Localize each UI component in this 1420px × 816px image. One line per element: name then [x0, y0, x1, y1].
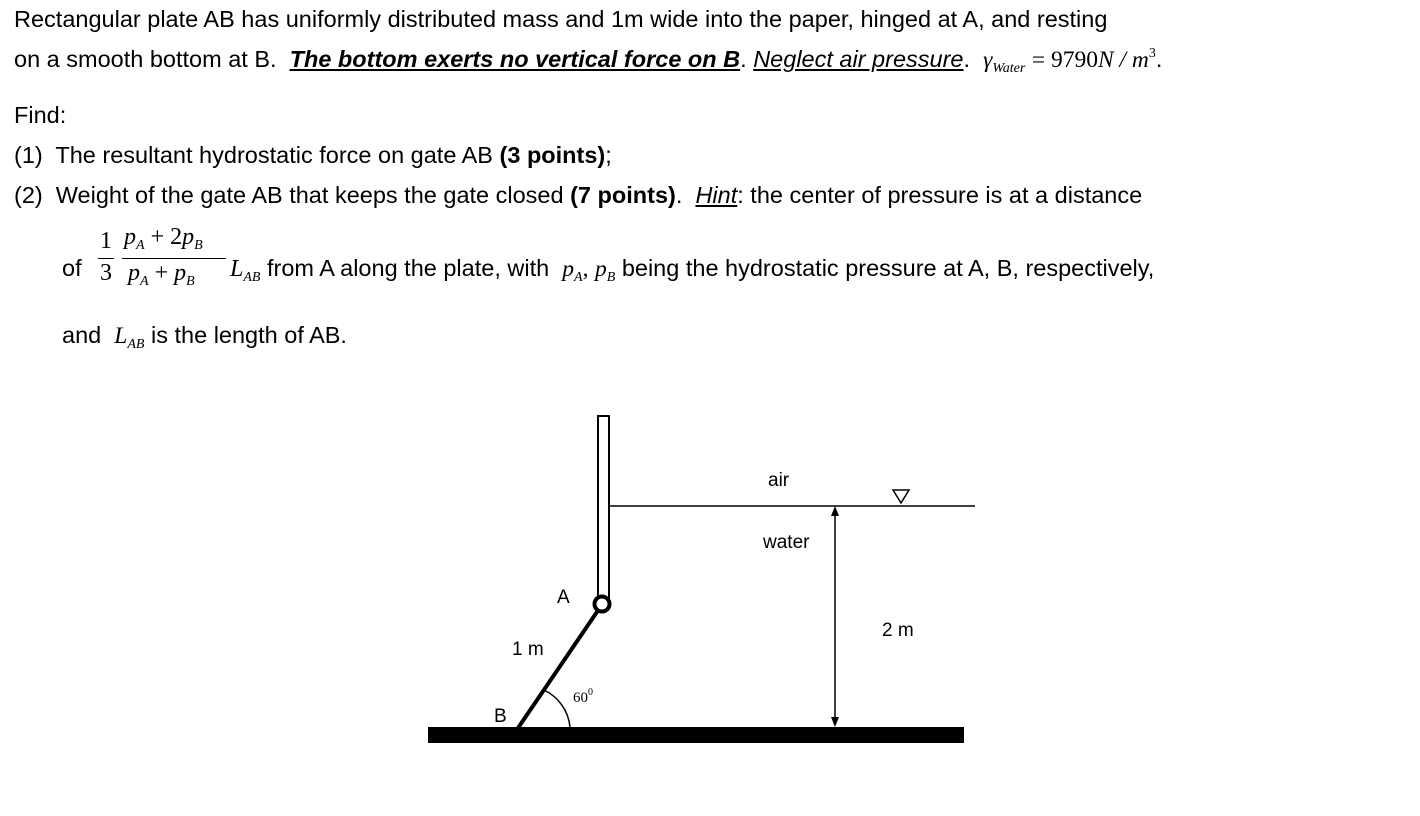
air-label: air: [768, 470, 790, 491]
fraction-three: 3: [100, 260, 112, 286]
arrowhead-down-icon: [831, 717, 839, 727]
point-b-label: B: [494, 706, 507, 727]
gate-plate-ab: [518, 606, 601, 728]
angle-value: 60: [573, 690, 588, 706]
L-symbol: L: [114, 323, 128, 349]
L-subscript: AB: [127, 337, 145, 352]
point-a-label: A: [557, 587, 570, 608]
pB-symbol: p: [174, 260, 187, 286]
is-length-text: is the length of AB.: [151, 322, 347, 348]
period: .: [963, 46, 971, 72]
vertical-wall: [598, 416, 609, 602]
free-surface-icon: [893, 490, 909, 503]
question-1-number: (1): [14, 142, 43, 168]
question-1-text: The resultant hydrostatic force on gate AB: [55, 142, 493, 168]
smooth-bottom-text: on a smooth bottom at B.: [14, 46, 277, 72]
gamma-subscript: Water: [992, 61, 1026, 76]
water-label: water: [763, 532, 810, 553]
pB-symbol: p: [182, 224, 195, 250]
gamma-unit: N / m: [1097, 47, 1149, 73]
pA-symbol: p: [562, 256, 574, 282]
neglect-air-note: Neglect air pressure: [753, 46, 964, 72]
of-text: of: [62, 255, 82, 281]
length-ab-label: 1 m: [512, 639, 544, 660]
comma: ,: [582, 256, 589, 282]
period: .: [740, 46, 747, 72]
question-2-text: Weight of the gate AB that keeps the gate closed: [55, 182, 564, 208]
angle-degree: 0: [588, 687, 593, 698]
pB-subscript: B: [194, 238, 203, 253]
and-text: and: [62, 322, 102, 348]
pB-subscript: B: [606, 270, 616, 285]
fraction-one: 1: [100, 228, 112, 254]
plus-two: + 2: [150, 224, 183, 250]
find-text: Find:: [14, 102, 67, 128]
plus: +: [154, 260, 169, 286]
hinge-icon: [595, 597, 610, 612]
gamma-symbol: γ: [983, 47, 993, 73]
question-2-number: (2): [14, 182, 43, 208]
gamma-exponent: 3: [1148, 46, 1156, 61]
pA-symbol: p: [124, 224, 136, 250]
question-1-points: (3 points): [499, 142, 606, 168]
hint-label: Hint: [695, 182, 738, 208]
arrowhead-up-icon: [831, 506, 839, 516]
ground-bottom: [428, 727, 964, 743]
problem-statement-text: Rectangular plate AB has uniformly distributed mass and 1m wide into the paper, hinged at A, and resting: [14, 6, 1108, 32]
no-vertical-force-note: The bottom exerts no vertical force on B: [289, 46, 741, 72]
from-a-text: from A along the plate, with: [267, 255, 550, 281]
pA-symbol: p: [128, 260, 140, 286]
pA-subscript: A: [136, 238, 145, 253]
being-pressure-text: being the hydrostatic pressure at A, B, respectively,: [621, 255, 1155, 281]
angle-arc: [544, 690, 570, 727]
angle-label: [573, 687, 593, 706]
pB-subscript: B: [186, 274, 195, 289]
pA-subscript: A: [574, 270, 583, 285]
depth-label: 2 m: [882, 620, 914, 641]
question-2-points: (7 points): [570, 182, 676, 208]
L-subscript: AB: [243, 270, 261, 285]
L-symbol: L: [230, 256, 244, 282]
hint-text: : the center of pressure is at a distance: [737, 182, 1143, 208]
pA-subscript: A: [140, 274, 149, 289]
period: .: [675, 182, 683, 208]
period: .: [1155, 46, 1163, 72]
semicolon: ;: [605, 142, 612, 168]
pB-symbol: p: [594, 256, 607, 282]
gamma-value: = 9790: [1031, 47, 1098, 73]
